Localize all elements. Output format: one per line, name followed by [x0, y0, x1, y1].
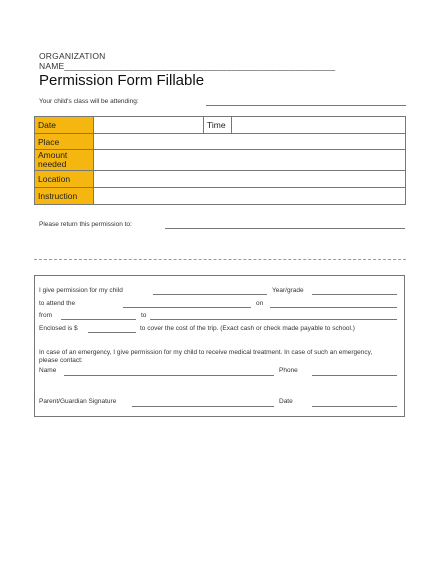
instruction-label: Instruction: [35, 188, 94, 205]
to-label: to: [141, 312, 147, 319]
contact-name-label: Name: [39, 367, 57, 374]
cover-cost-text: to cover the cost of the trip. (Exact cash or check made payable to school.): [140, 325, 355, 332]
instruction-field[interactable]: [94, 188, 406, 205]
place-field[interactable]: [94, 134, 406, 150]
trip-details-table: [34, 116, 406, 205]
page-title: Permission Form Fillable: [39, 72, 205, 89]
time-field[interactable]: [232, 117, 406, 134]
date-label: Date: [35, 117, 94, 134]
contact-phone-field[interactable]: [312, 375, 397, 376]
signature-date-label: Date: [279, 398, 293, 405]
signature-date-field[interactable]: [312, 406, 397, 407]
contact-name-field[interactable]: [64, 375, 274, 376]
time-label: Time: [204, 117, 232, 134]
return-to-field[interactable]: [165, 228, 405, 229]
to-time-field[interactable]: [150, 319, 397, 320]
event-date-field[interactable]: [270, 307, 397, 308]
location-field[interactable]: [94, 171, 406, 188]
on-label: on: [256, 300, 264, 307]
emergency-text: In case of an emergency, I give permission for my child to receive medical treatment. In case of such an emergency, please contact:: [39, 349, 373, 364]
from-label: from: [39, 312, 52, 319]
permission-slip-box: [34, 275, 405, 417]
amount-needed-field[interactable]: [94, 150, 406, 171]
from-time-field[interactable]: [61, 319, 136, 320]
date-field[interactable]: [94, 117, 204, 134]
class-attending-label: Your child's class will be attending:: [39, 98, 139, 105]
cut-line: [34, 259, 406, 260]
signature-label: Parent/Guardian Signature: [39, 398, 117, 405]
give-permission-label: I give permission for my child: [39, 287, 123, 294]
to-attend-label: to attend the: [39, 300, 76, 307]
signature-field[interactable]: [132, 406, 274, 407]
event-field[interactable]: [123, 307, 251, 308]
enclosed-amount-field[interactable]: [88, 332, 136, 333]
organization-label: [39, 51, 335, 71]
amount-needed-label: Amount needed: [35, 150, 94, 171]
child-name-field[interactable]: [153, 294, 267, 295]
return-to-label: Please return this permission to:: [39, 221, 132, 228]
class-attending-field[interactable]: [206, 105, 406, 106]
year-grade-field[interactable]: [312, 294, 397, 295]
place-label: Place: [35, 134, 94, 150]
location-label: Location: [35, 171, 94, 188]
name-line-text: NAME_______________________________________________________: [39, 61, 336, 71]
organization-text: ORGANIZATION: [39, 51, 106, 61]
contact-phone-label: Phone: [279, 367, 298, 374]
year-grade-label: Year/grade: [272, 287, 304, 294]
enclosed-label: Enclosed is $: [39, 325, 78, 332]
